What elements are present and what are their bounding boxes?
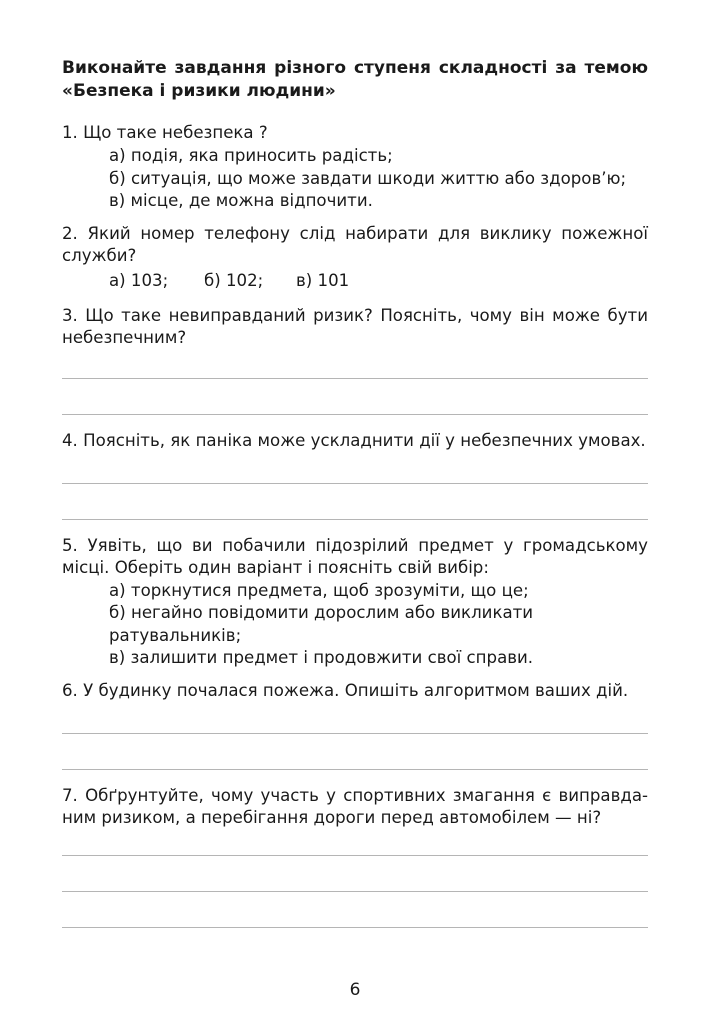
- question-1-option-b: б) ситуація, що може завдати шкоди життю або здоров’ю;: [109, 168, 627, 188]
- worksheet-content: [62, 57, 648, 928]
- question-6: [62, 680, 648, 702]
- question-3: [62, 305, 648, 349]
- answer-line[interactable]: [62, 733, 648, 734]
- question-5-option-b-cont: ратувальників;: [109, 625, 242, 645]
- answer-line[interactable]: [62, 769, 648, 770]
- question-1-option-a: а) подія, яка приносить радість;: [109, 146, 393, 165]
- answer-line[interactable]: [62, 483, 648, 484]
- answer-line[interactable]: [62, 378, 648, 379]
- question-5-option-a: а) торкнутися предмета, щоб зрозуміти, що це;: [109, 580, 529, 600]
- heading-line-1: Виконайте завдання різного ступеня складності за темою: [62, 58, 648, 78]
- answer-line[interactable]: [62, 855, 648, 856]
- question-5-option-b: б) негайно повідомити дорослим або викликати: [109, 603, 534, 622]
- question-2: [62, 223, 648, 267]
- question-3-line-1: 3. Що таке невиправданий ризик? Поясніть, чому він може бути: [62, 305, 648, 325]
- page-number: 6: [349, 980, 361, 1000]
- question-6-text: 6. У будинку почалася пожежа. Опишіть алгоритмом ваших дій.: [62, 680, 629, 700]
- question-5-line-1: 5. Уявіть, що ви побачили підозрілий предмет у громадському: [62, 535, 648, 555]
- question-1-option-c: в) місце, де можна відпочити.: [109, 191, 373, 210]
- question-2-line-1: 2. Який номер телефону слід набирати для виклику пожежної: [62, 223, 648, 243]
- question-2-option-a: а) 103;: [109, 270, 169, 290]
- question-4: [62, 430, 648, 452]
- question-2-options: [62, 270, 648, 292]
- question-2-line-2: служби?: [62, 245, 137, 265]
- question-5-line-2: місці. Оберіть один варіант і поясніть свій вибір:: [62, 557, 489, 577]
- answer-line[interactable]: [62, 927, 648, 928]
- heading-line-2: «Безпека і ризики людини»: [62, 81, 336, 101]
- question-7-line-1: 7. Обґрунтуйте, чому участь у спортивних змагання є виправда-: [62, 785, 648, 805]
- answer-line[interactable]: [62, 891, 648, 892]
- answer-line[interactable]: [62, 519, 648, 520]
- answer-line[interactable]: [62, 414, 648, 415]
- question-5-option-c: в) залишити предмет і продовжити свої справи.: [109, 648, 534, 667]
- question-1-options: [62, 145, 648, 213]
- question-4-text: 4. Поясніть, як паніка може ускладнити дії у небезпечних умовах.: [62, 430, 646, 450]
- question-7-line-2: ним ризиком, а перебігання дороги перед автомобілем — ні?: [62, 807, 602, 827]
- worksheet-heading: [62, 57, 648, 103]
- question-2-option-b: б) 102;: [204, 270, 264, 290]
- question-5-options: [62, 580, 648, 670]
- question-7: [62, 785, 648, 829]
- question-3-line-2: небезпечним?: [62, 327, 187, 347]
- question-1-text: 1. Що таке небезпека ?: [62, 123, 268, 142]
- question-2-option-c: в) 101: [296, 270, 350, 290]
- question-1: [62, 122, 648, 144]
- question-5: [62, 535, 648, 579]
